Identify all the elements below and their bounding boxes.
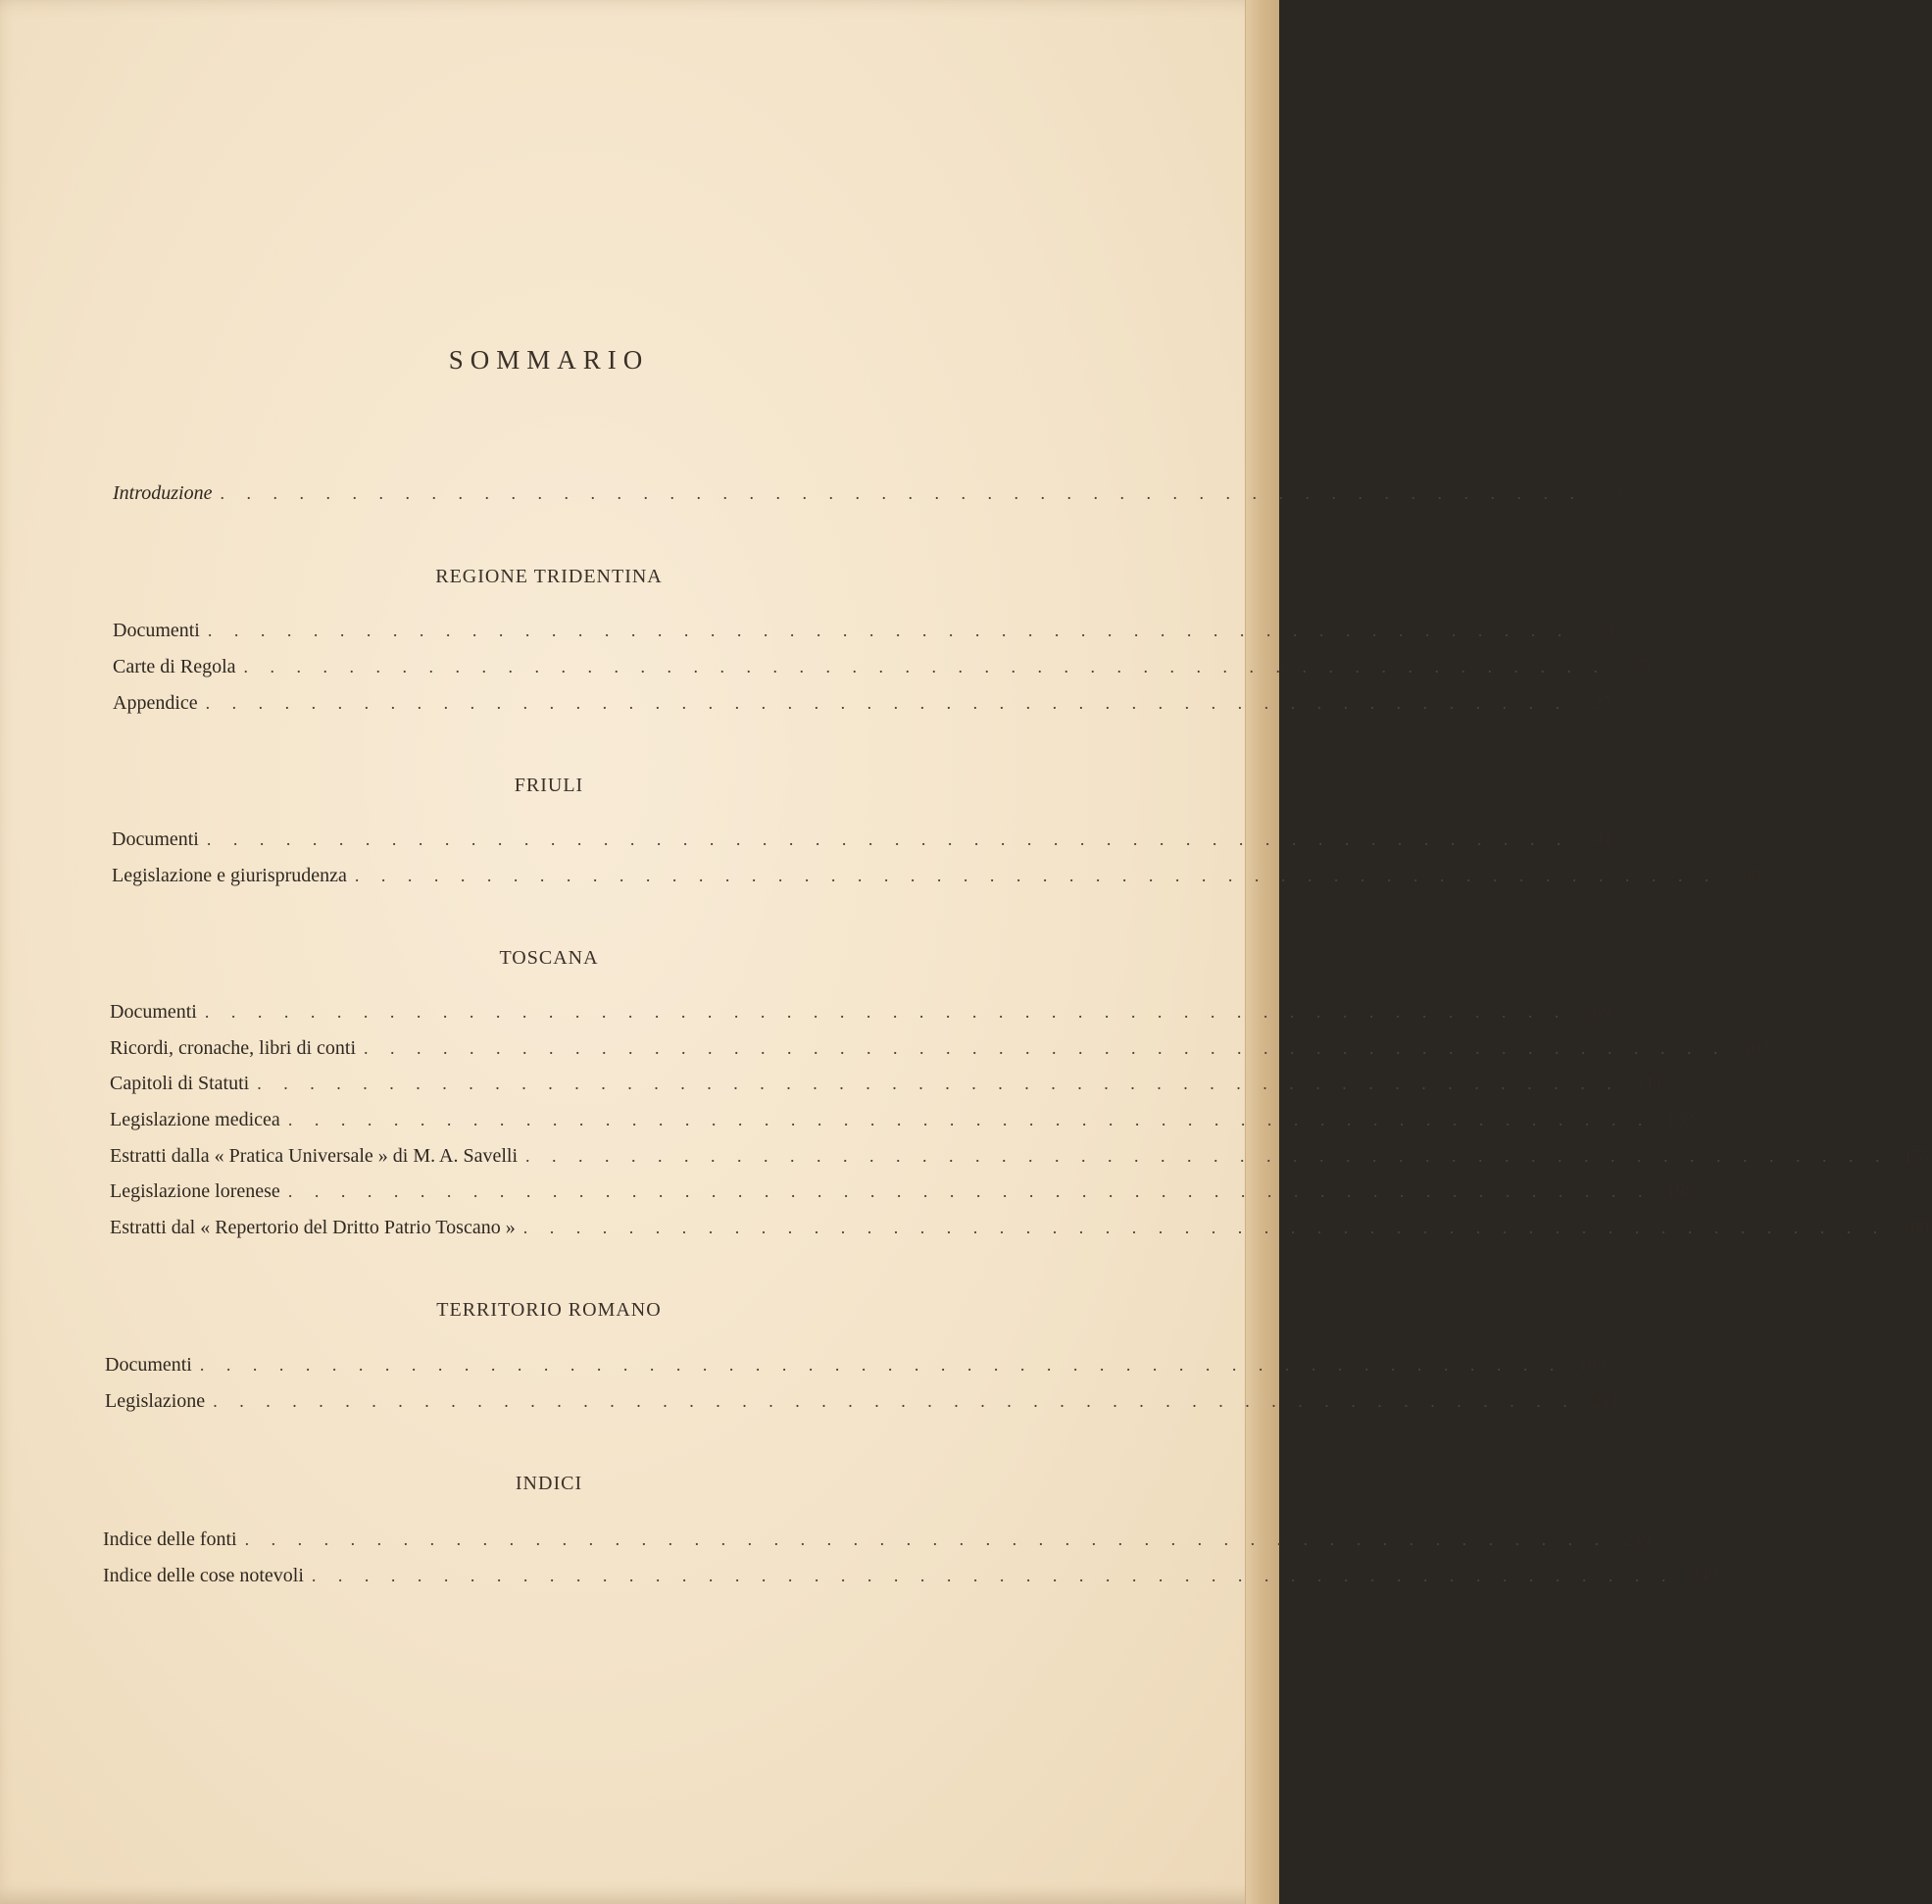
toc-entry-label: Estratti dal « Repertorio del Dritto Patrio Toscano » — [110, 1217, 516, 1238]
section-heading-regione-tridentina: REGIONE TRIDENTINA — [435, 566, 663, 587]
toc-entry-introduzione[interactable] — [113, 482, 1626, 505]
leader-dots: . . . . . . . . . . . . . . . . . . . . . . . . . . . . . . . . . . . . . . . . . . . . . . . . . . . . — [311, 1566, 1675, 1585]
toc-entry-page: 27 — [1593, 693, 1612, 714]
leader-dots: . . . . . . . . . . . . . . . . . . . . . . . . . . . . . . . . . . . . . . . . . . . . . . . . . . . . — [199, 1355, 1563, 1375]
toc-entry-page: 3 — [1604, 621, 1614, 641]
toc-entry-label: Legislazione lorenese — [110, 1180, 280, 1202]
leader-dots: . . . . . . . . . . . . . . . . . . . . . . . . . . . . . . . . . . . . . . . . . . . . . . . . . . . . — [287, 1181, 1652, 1201]
leader-dots: . . . . . . . . . . . . . . . . . . . . . . . . . . . . . . . . . . . . . . . . . . . . . . . . . . . . — [205, 693, 1569, 713]
toc-entry-label: Introduzione — [113, 482, 213, 504]
toc-entry[interactable] — [103, 1528, 1652, 1551]
leader-dots: . . . . . . . . . . . . . . . . . . . . . . . . . . . . . . . . . . . . . . . . . . . . . . . . . . . . — [206, 829, 1570, 849]
toc-entry-page: 60 — [1742, 866, 1761, 886]
section-heading-friuli: FRIULI — [514, 775, 584, 796]
toc-entry-page: 249 — [1689, 1566, 1718, 1586]
toc-entry[interactable] — [110, 1109, 1695, 1131]
leader-dots: . . . . . . . . . . . . . . . . . . . . . . . . . . . . . . . . . . . . . . . . . . . . . . . . . . . . — [204, 1002, 1568, 1022]
toc-entry-page: 168 — [1665, 1181, 1695, 1202]
toc-entry-label: Legislazione e giurisprudenza — [112, 865, 347, 886]
toc-entry-page: 15 — [1631, 657, 1651, 677]
section-heading-toscana: TOSCANA — [499, 947, 599, 969]
toc-entry-page: v — [1616, 483, 1626, 504]
toc-entry-label: Indice delle cose notevoli — [103, 1565, 304, 1586]
leader-dots: . . . . . . . . . . . . . . . . . . . . . . . . . . . . . . . . . . . . . . . . . . . . . . . . . . . . — [244, 1529, 1609, 1549]
toc-entry[interactable] — [113, 656, 1651, 678]
toc-entry[interactable] — [112, 828, 1613, 851]
toc-entry[interactable] — [110, 1073, 1663, 1095]
section-heading-territorio-romano: TERRITORIO ROMANO — [436, 1299, 662, 1321]
toc-entry-page: 133 — [1665, 1110, 1695, 1130]
toc-entry-page: 69 — [1592, 1002, 1611, 1023]
toc-entry-label: Legislazione medicea — [110, 1109, 280, 1130]
page-edge — [1245, 0, 1279, 1904]
leader-dots: . . . . . . . . . . . . . . . . . . . . . . . . . . . . . . . . . . . . . . . . . . . . . . . . . . . . — [525, 1146, 1889, 1166]
toc-entry-label: Documenti — [110, 1001, 197, 1023]
toc-entry-label: Documenti — [105, 1354, 192, 1376]
leader-dots: . . . . . . . . . . . . . . . . . . . . . . . . . . . . . . . . . . . . . . . . . . . . . . . . . . . . — [207, 621, 1571, 640]
leader-dots: . . . . . . . . . . . . . . . . . . . . . . . . . . . . . . . . . . . . . . . . . . . . . . . . . . . . — [354, 866, 1718, 885]
leader-dots: . . . . . . . . . . . . . . . . . . . . . . . . . . . . . . . . . . . . . . . . . . . . . . . . . . . . — [287, 1110, 1652, 1129]
toc-entry[interactable] — [113, 620, 1614, 642]
leader-dots: . . . . . . . . . . . . . . . . . . . . . . . . . . . . . . . . . . . . . . . . . . . . . . . . . . . . — [243, 657, 1608, 676]
toc-entry-label: Capitoli di Statuti — [110, 1073, 250, 1094]
toc-entry-page: 41 — [1594, 829, 1613, 850]
leader-dots: . . . . . . . . . . . . . . . . . . . . . . . . . . . . . . . . . . . . . . . . . . . . . . . . . . . . — [364, 1038, 1727, 1058]
toc-entry[interactable] — [105, 1354, 1607, 1377]
toc-entry[interactable] — [110, 1217, 1930, 1239]
toc-entry-page: 239 — [1622, 1529, 1652, 1550]
toc-entry-label: Legislazione — [105, 1390, 206, 1412]
leader-dots: . . . . . . . . . . . . . . . . . . . . . . . . . . . . . . . . . . . . . . . . . . . . . . . . . . . . — [220, 483, 1583, 503]
toc-entry-page: 180 — [1901, 1218, 1930, 1238]
toc-entry[interactable] — [110, 1001, 1611, 1024]
toc-entry-page: 157 — [1904, 1146, 1932, 1167]
toc-entry[interactable] — [110, 1180, 1695, 1203]
toc-entry-page: 103 — [1742, 1038, 1770, 1059]
toc-entry-label: Documenti — [113, 620, 200, 641]
toc-entry[interactable] — [105, 1390, 1619, 1413]
section-heading-indici: INDICI — [515, 1473, 583, 1494]
toc-entry[interactable] — [113, 692, 1612, 715]
toc-entry[interactable] — [112, 865, 1761, 887]
leader-dots: . . . . . . . . . . . . . . . . . . . . . . . . . . . . . . . . . . . . . . . . . . . . . . . . . . . . — [213, 1391, 1576, 1411]
toc-entry-label: Appendice — [113, 692, 198, 714]
page-title: SOMMARIO — [448, 345, 650, 375]
toc-entry[interactable] — [110, 1037, 1770, 1060]
toc-entry-page: 189 — [1577, 1355, 1607, 1376]
toc-entry[interactable] — [103, 1565, 1718, 1587]
leader-dots: . . . . . . . . . . . . . . . . . . . . . . . . . . . . . . . . . . . . . . . . . . . . . . . . . . . . — [257, 1074, 1620, 1093]
toc-entry-page: 211 — [1591, 1391, 1619, 1412]
leader-dots: . . . . . . . . . . . . . . . . . . . . . . . . . . . . . . . . . . . . . . . . . . . . . . . . . . . . — [522, 1218, 1887, 1237]
toc-entry[interactable] — [110, 1145, 1932, 1168]
toc-entry-label: Carte di Regola — [113, 656, 236, 677]
toc-entry-label: Ricordi, cronache, libri di conti — [110, 1037, 357, 1059]
toc-entry-label: Documenti — [112, 828, 199, 850]
toc-entry-label: Indice delle fonti — [103, 1528, 237, 1550]
toc-entry-page: 111 — [1636, 1074, 1663, 1094]
toc-entry-label: Estratti dalla « Pratica Universale » di M. A. Savelli — [110, 1145, 519, 1167]
